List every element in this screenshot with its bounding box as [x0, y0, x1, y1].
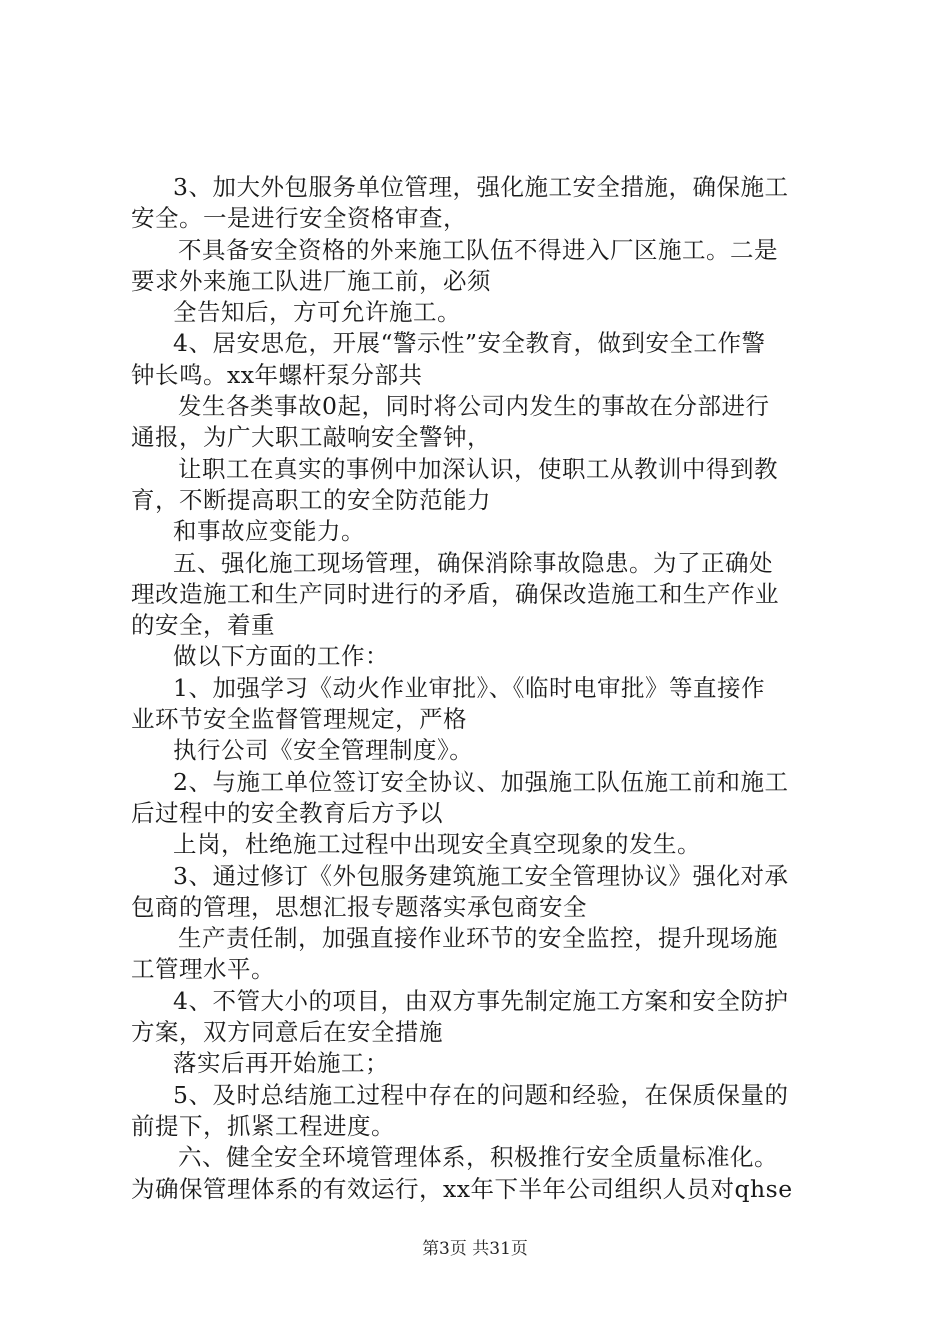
text-line: 让职工在真实的事例中加深认识，使职工从教训中得到教 [178, 454, 778, 483]
text-line: 通报，为广大职工敲响安全警钟， [131, 423, 491, 452]
text-line: 4、不管大小的项目，由双方事先制定施工方案和安全防护 [173, 986, 789, 1015]
text-line: 工管理水平。 [131, 955, 275, 984]
text-line: 钟长鸣。xx年螺杆泵分部共 [131, 360, 423, 389]
text-line: 后过程中的安全教育后方予以 [131, 798, 443, 827]
document-body [131, 172, 831, 1232]
text-line: 做以下方面的工作： [173, 642, 389, 671]
text-line: 育，不断提高职工的安全防范能力 [131, 485, 491, 514]
text-line: 方案，双方同意后在安全措施 [131, 1018, 443, 1047]
text-line: 发生各类事故0起，同时将公司内发生的事故在分部进行 [178, 392, 770, 421]
text-line: 生产责任制，加强直接作业环节的安全监控，提升现场施 [178, 924, 778, 953]
text-line: 六、健全安全环境管理体系，积极推行安全质量标准化。 [178, 1143, 778, 1172]
text-line: 的安全，着重 [131, 611, 275, 640]
text-line: 为确保管理体系的有效运行，xx年下半年公司组织人员对qhse [131, 1174, 793, 1203]
text-line: 上岗，杜绝施工过程中出现安全真空现象的发生。 [173, 830, 701, 859]
text-line: 2、与施工单位签订安全协议、加强施工队伍施工前和施工 [173, 767, 789, 796]
text-line: 执行公司《安全管理制度》。 [173, 736, 474, 765]
text-line: 3、加大外包服务单位管理，强化施工安全措施，确保施工 [173, 173, 789, 201]
text-line: 不具备安全资格的外来施工队伍不得进入厂区施工。二是 [178, 235, 778, 264]
text-line: 全告知后，方可允许施工。 [173, 298, 461, 327]
text-line: 要求外来施工队进厂施工前，必须 [131, 266, 491, 295]
text-line: 1、加强学习《动火作业审批》、《临时电审批》等直接作 [173, 673, 765, 702]
page-number-footer: 第3页 共31页 [422, 1239, 528, 1259]
text-line: 落实后再开始施工； [173, 1049, 389, 1078]
text-line: 前提下，抓紧工程进度。 [131, 1111, 395, 1140]
text-line: 3、通过修订《外包服务建筑施工安全管理协议》强化对承 [173, 861, 789, 890]
text-line: 和事故应变能力。 [173, 517, 365, 546]
text-line: 安全。一是进行安全资格审查， [131, 204, 467, 233]
text-line: 业环节安全监督管理规定，严格 [131, 705, 467, 734]
text-line: 5、及时总结施工过程中存在的问题和经验，在保质保量的 [173, 1080, 789, 1109]
text-line: 4、居安思危，开展“警示性”安全教育，做到安全工作警 [173, 329, 766, 358]
text-line: 包商的管理，思想汇报专题落实承包商安全 [131, 892, 587, 921]
text-line: 理改造施工和生产同时进行的矛盾，确保改造施工和生产作业 [131, 579, 779, 608]
text-line: 五、强化施工现场管理，确保消除事故隐患。为了正确处 [173, 548, 773, 577]
